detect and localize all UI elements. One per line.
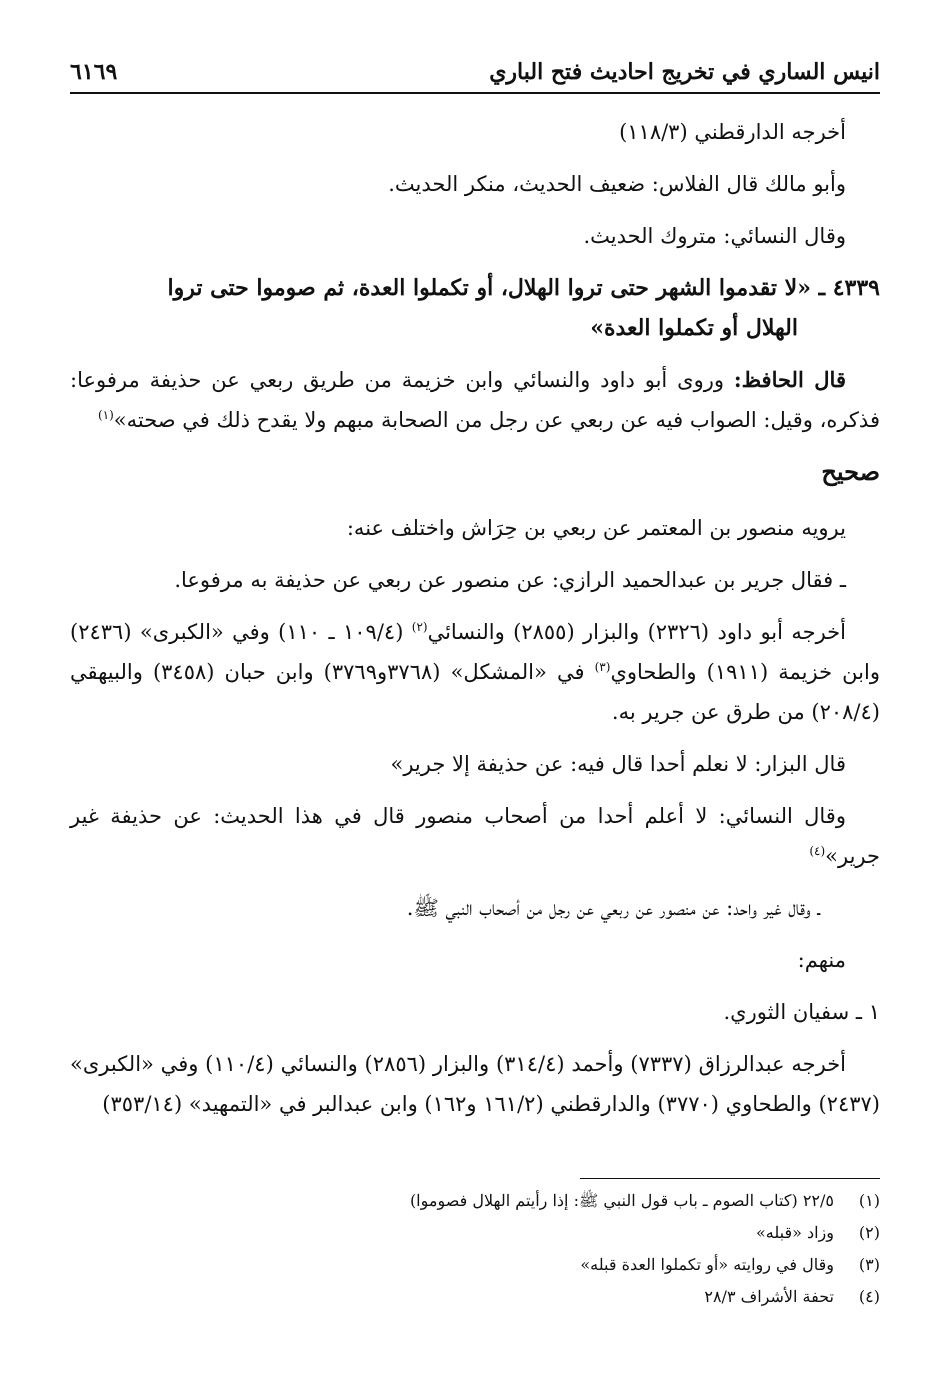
running-header [70, 52, 880, 94]
paragraph: قال البزار: لا نعلم أحدا قال فيه: عن حذيفة إلا جرير» [390, 752, 846, 776]
paragraph: ـ فقال جرير بن عبدالحميد الرازي: عن منصور عن ربعي عن حذيفة به مرفوعا. [174, 568, 846, 592]
footnote-divider [580, 1178, 880, 1179]
hadith-text-line2: الهلال أو تكملوا العدة» [590, 315, 798, 341]
page-number: ٦١٦٩ [70, 59, 118, 85]
takhrij-paragraph: أخرجه أبو داود (٢٣٢٦) والبزار (٢٨٥٥) والنسائي$^{(٢)}$ (١٠٩/٤ ـ ١١٠) وفي «الكبرى» (٢٤٣٦) وابن خزيمة (١٩١١) والطحاوي$^{(٣)}$ في «المشكل» (٣٧٦٨و٣٧٦٩) وابن حبان (٣٤٥٨) والبيهقي (٢٠٨/٤) من طرق عن جرير به. [70, 620, 880, 724]
hafiz-paragraph [70, 360, 880, 440]
paragraph: منهم: [797, 948, 846, 972]
paragraph: أخرجه الدارقطني (١١٨/٣) [619, 120, 846, 144]
footnote: (٤) تحفة الأشراف ٢٨/٣ [704, 1287, 880, 1306]
hadith-text-line1: «لا تقدموا الشهر حتى تروا الهلال، أو تكملوا العدة، ثم صوموا حتى تروا [167, 275, 811, 301]
page [70, 52, 880, 1344]
footnotes [70, 1178, 880, 1313]
hadith-heading: ٤٣٣٩ ـ «لا تقدموا الشهر حتى تروا الهلال، أو تكملوا العدة، ثم صوموا حتى تروا الهلال أو تكملوا العدة» [70, 268, 880, 348]
footnote-ref: (١) [97, 408, 114, 422]
paragraph: يرويه منصور بن المعتمر عن ربعي بن حِرَاش واختلف عنه: [346, 516, 846, 540]
footnote-ref: (٢) [411, 620, 428, 634]
book-title: انيس الساري في تخريج احاديث فتح الباري [489, 59, 880, 85]
paragraph: ـ وقال غير واحد: عن منصور عن ربعي عن رجل من أصحاب النبي ﷺ. [406, 896, 820, 920]
footnote-ref: (٤) [809, 844, 826, 858]
hafiz-label: قال الحافظ: [733, 367, 846, 392]
takhrij-paragraph: أخرجه عبدالرزاق (٧٣٣٧) وأحمد (٣١٤/٤) والبزار (٢٨٥٦) والنسائي (١١٠/٤) وفي «الكبرى» (٢٤٣٧) والطحاوي (٣٧٧٠) والدارقطني (١٦١/٢ و١٦٢) وابن عبدالبر في «التمهيد» (٣٥٣/١٤) [70, 1052, 880, 1116]
paragraph: وقال النسائي: متروك الحديث. [583, 224, 846, 248]
footnote: (١) ٢٢/٥ (كتاب الصوم ـ باب قول النبي ﷺ: إذا رأيتم الهلال فصوموا) [409, 1191, 880, 1210]
footnote: (٢) وزاد «قبله» [755, 1223, 880, 1242]
grade-heading: صحيح [821, 457, 880, 486]
hadith-number: ٤٣٣٩ [832, 275, 880, 301]
numbered-item: ١ ـ سفيان الثوري. [723, 1000, 880, 1024]
footnote-ref: (٣) [594, 660, 611, 674]
paragraph: وأبو مالك قال الفلاس: ضعيف الحديث، منكر الحديث. [388, 172, 846, 196]
hafiz-text: وروى أبو داود والنسائي وابن خزيمة من طريق ربعي عن حذيفة مرفوعا: فذكره، وقيل: الصواب فيه عن ربعي عن رجل من الصحابة مبهم ولا يقدح ذلك في صحته» [70, 368, 880, 432]
main-text [70, 112, 880, 1136]
footnote: (٣) وقال في روايته «أو تكملوا العدة قبله» [580, 1255, 880, 1274]
nasai-paragraph: وقال النسائي: لا أعلم أحدا من أصحاب منصور قال في هذا الحديث: عن حذيفة غير جرير»$^{(٤)}$ [70, 804, 880, 868]
